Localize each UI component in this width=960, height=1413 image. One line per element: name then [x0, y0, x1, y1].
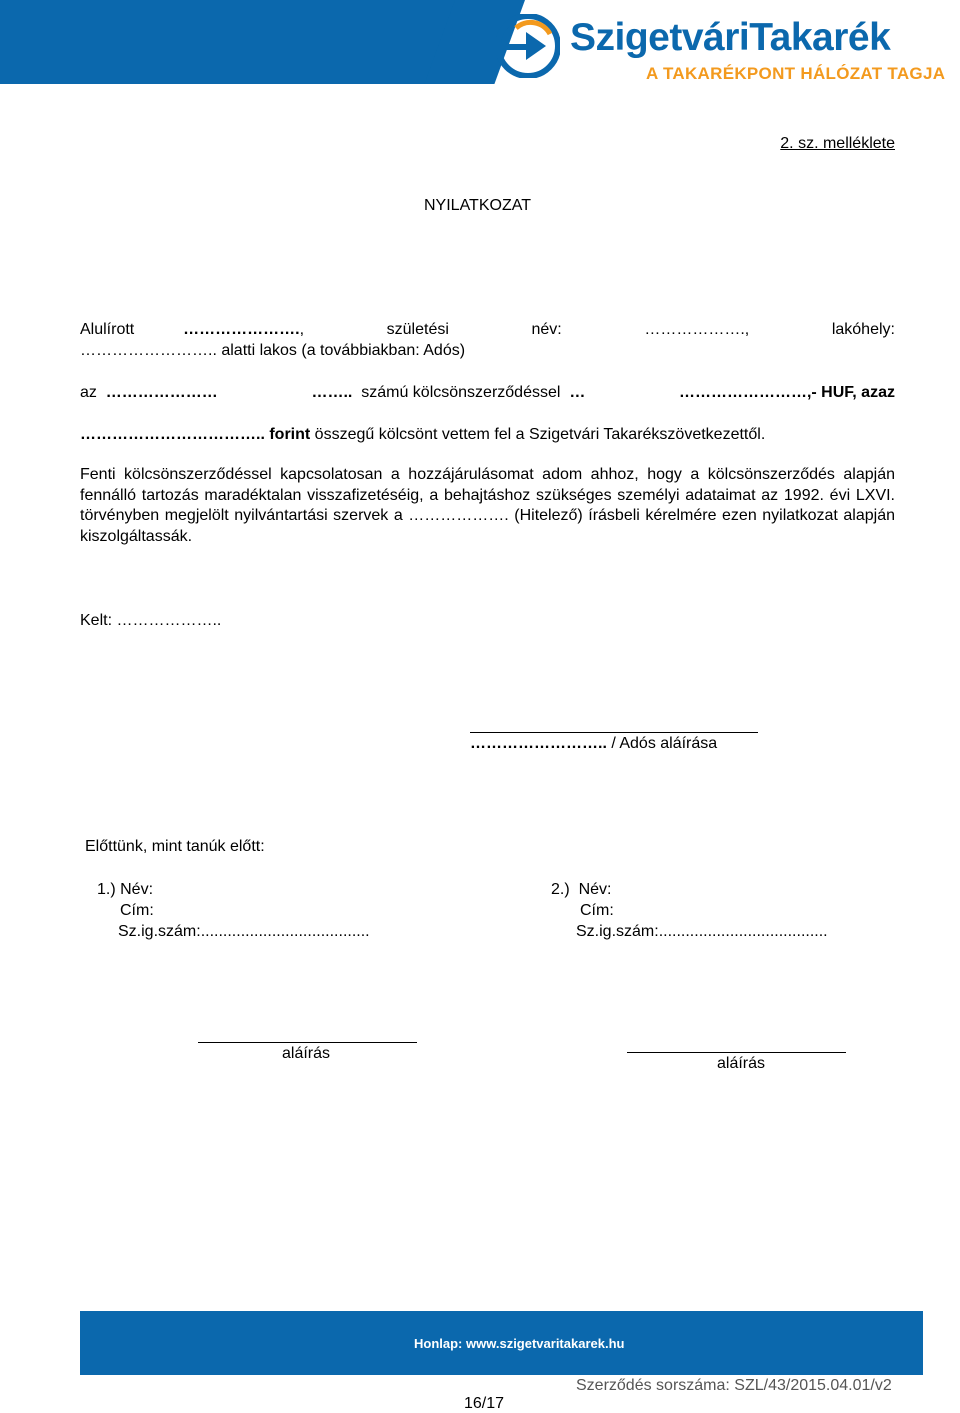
witness-intro: Előttünk, mint tanúk előtt: [85, 838, 265, 855]
loan-contract-line [80, 383, 895, 403]
logo-arrow-icon [496, 14, 560, 78]
page-title: NYILATKOZAT [424, 197, 531, 214]
header-band [0, 0, 490, 84]
witness-2-address: Cím: [580, 902, 614, 919]
witness-1-signature-label: aláírás [282, 1045, 331, 1062]
logo-name-part1: Szigetvári [570, 16, 750, 59]
az-word: az ………………… [80, 384, 218, 401]
consent-paragraph: Fenti kölcsönszerződéssel kapcsolatosan a hozzájárulásomat adom ahhoz, hogy a kölcsönszerződés alapján fennálló tartozás maradéktalan visszafizetéséig, a behajtáshoz szükséges személyi adataimat az 1992. évi LXVI. törvényben megjelölt nyilvántartási szervek a ………………. (Hitelező) írásbeli kérelmére ezen nyilatkozat alapján kiszolgáltassák. [80, 466, 895, 545]
page-number: 16/17 [464, 1395, 505, 1412]
witness-2-name: 2.) Név: [551, 881, 612, 898]
logo-name [570, 16, 890, 60]
witness-2 [551, 879, 828, 942]
witness-1-address: Cím: [120, 902, 154, 919]
residence-label: lakóhely: [831, 321, 895, 338]
witness-2-signature-line [627, 1052, 846, 1053]
alulirott: Alulírott …………………., [80, 321, 305, 338]
contract-number-footer: Szerződés sorszáma: SZL/43/2015.04.01/v2 [576, 1377, 892, 1394]
date-place-field: Kelt: ……………….. [80, 612, 222, 629]
witness-2-id: Sz.ig.szám:...................................... [576, 923, 828, 940]
witness-1-id: Sz.ig.szám:...................................... [118, 923, 370, 940]
footer-website: Honlap: www.szigetvaritakarek.hu [414, 1336, 625, 1351]
declarant-line [80, 320, 895, 340]
witness-1-signature-line [198, 1042, 417, 1043]
birth-name-label: születési [386, 321, 449, 338]
witness-1-name: 1.) Név: [97, 881, 154, 898]
name-label: név: [531, 321, 562, 338]
logo-tagline: A TAKARÉKPONT HÁLÓZAT TAGJA [646, 64, 946, 83]
debtor-signature-line [470, 732, 758, 733]
logo-name-part2: Takarék [749, 16, 891, 59]
attachment-label: 2. sz. melléklete [780, 135, 895, 152]
amount-numeric: ……………………,- HUF, azaz [678, 384, 895, 401]
contract-number: …….. számú kölcsönszerződéssel … [311, 384, 586, 401]
amount-text-line: …………………………….. forint összegű kölcsönt vettem fel a Szigetvári Takarékszövetkezettől. [80, 426, 766, 443]
address-line: …………………….. alatti lakos (a továbbiakban: Adós) [80, 342, 466, 359]
witness-2-signature-label: aláírás [717, 1055, 766, 1072]
witness-1 [97, 879, 370, 942]
name-blank: ………………., [644, 321, 750, 338]
debtor-signature-label: …………………….. / Adós aláírása [470, 735, 718, 752]
